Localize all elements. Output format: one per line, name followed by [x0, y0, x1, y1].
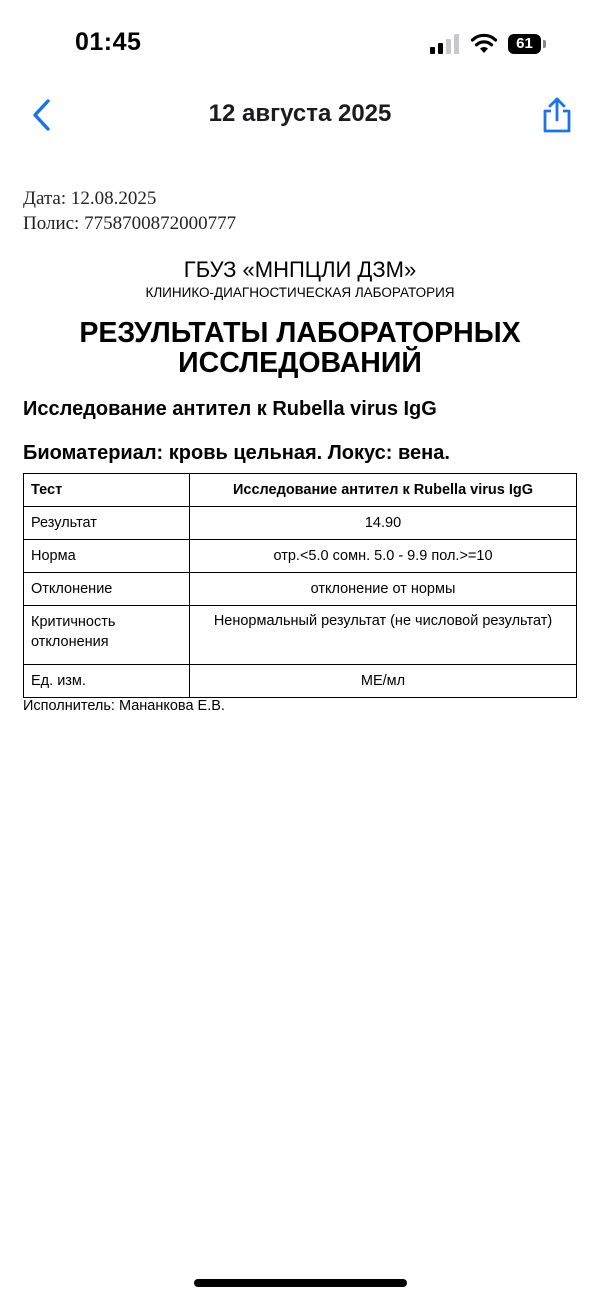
cellular-signal-icon [430, 34, 462, 54]
org-subtitle: КЛИНИКО-ДИАГНОСТИЧЕСКАЯ ЛАБОРАТОРИЯ [145, 285, 455, 300]
policy-line: Полис: 7758700872000777 [23, 213, 237, 234]
org-name: ГБУЗ «МНПЦЛИ ДЗМ» [183, 257, 417, 282]
biomaterial-line: Биоматериал: кровь цельная. Локус: вена. [23, 442, 450, 464]
row-label: Результат [24, 507, 190, 540]
row-value: МЕ/мл [190, 665, 577, 698]
battery-cap [543, 40, 546, 48]
table-header-row [24, 474, 577, 507]
header-test-label: Тест [24, 474, 190, 507]
date-line: Дата: 12.08.2025 [23, 188, 157, 209]
document-meta [23, 186, 236, 236]
share-icon[interactable] [540, 96, 574, 134]
row-value: 14.90 [190, 507, 577, 540]
table-row [24, 573, 577, 606]
study-name: Исследование антител к Rubella virus IgG [23, 398, 437, 420]
wifi-icon [470, 32, 498, 54]
results-table [23, 473, 577, 698]
battery-icon: 61 [508, 34, 541, 54]
home-indicator[interactable] [194, 1279, 407, 1287]
table-row [24, 507, 577, 540]
table-row [24, 606, 577, 665]
row-value: отклонение от нормы [190, 573, 577, 606]
table-row [24, 540, 577, 573]
row-label: Ед. изм. [24, 665, 190, 698]
row-label: Отклонение [24, 573, 190, 606]
status-time: 01:45 [75, 28, 142, 56]
row-label: Норма [24, 540, 190, 573]
executor-line: Исполнитель: Мананкова Е.В. [23, 698, 225, 714]
document-title: РЕЗУЛЬТАТЫ ЛАБОРАТОРНЫХ ИССЛЕДОВАНИЙ [79, 317, 521, 379]
row-label: Критичность отклонения [24, 606, 190, 665]
nav-title: 12 августа 2025 [208, 100, 392, 127]
row-value: отр.<5.0 сомн. 5.0 - 9.9 пол.>=10 [190, 540, 577, 573]
header-test-name: Исследование антител к Rubella virus IgG [190, 474, 577, 507]
table-row [24, 665, 577, 698]
row-value: Ненормальный результат (не числовой результат) [190, 606, 577, 665]
